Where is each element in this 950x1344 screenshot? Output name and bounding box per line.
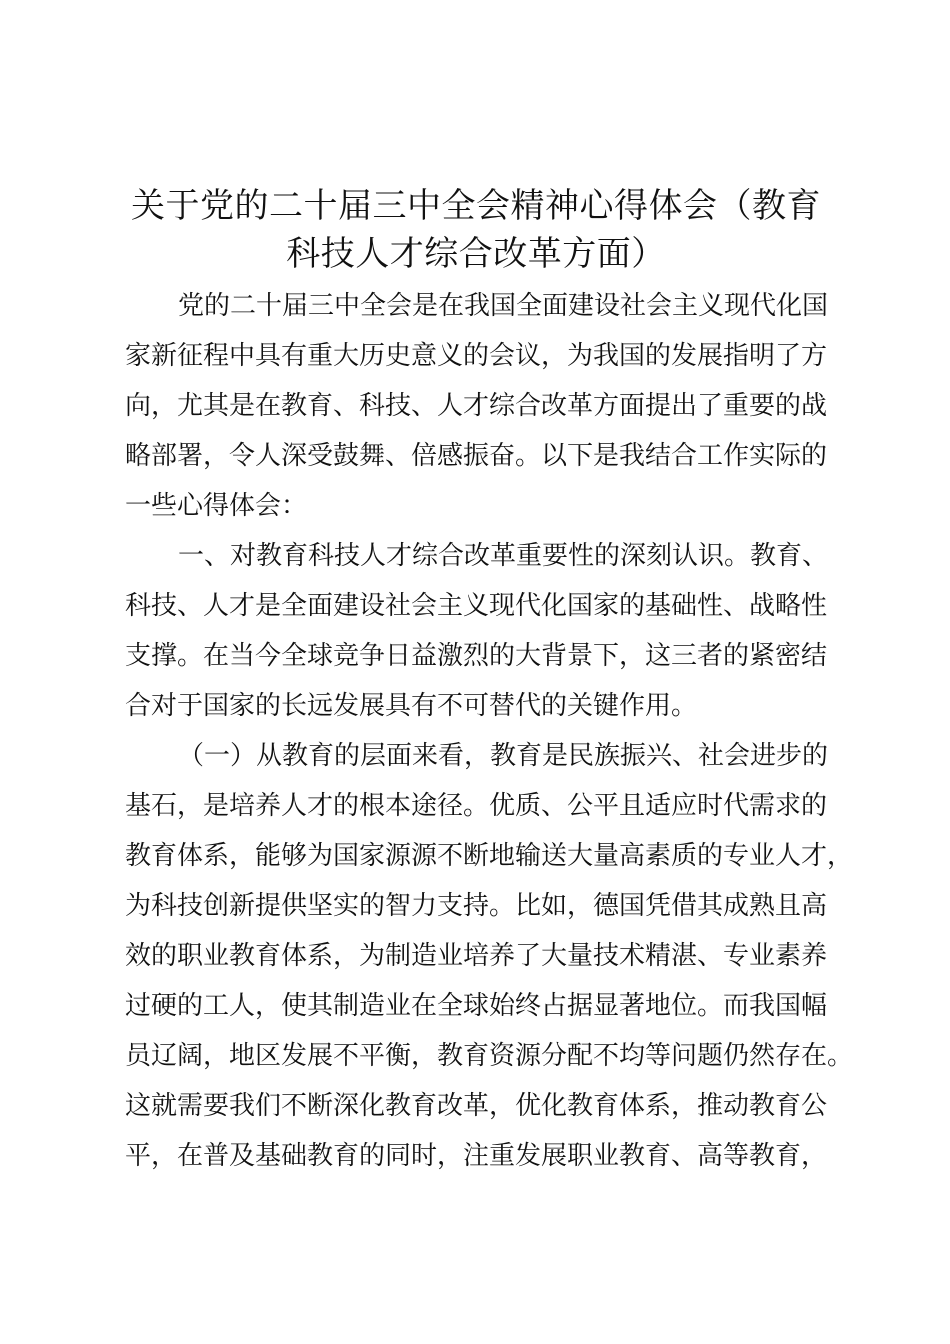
paragraph-line: 为科技创新提供坚实的智力支持。比如，德国凭借其成熟且高	[125, 891, 828, 921]
paragraph-line: 教育体系，能够为国家源源不断地输送大量高素质的专业人才，	[125, 841, 854, 871]
paragraph-line: 这就需要我们不断深化教育改革，优化教育体系，推动教育公	[125, 1091, 828, 1121]
title-line: 关于党的二十届三中全会精神心得体会（教育	[131, 186, 821, 226]
document-title	[120, 182, 832, 278]
paragraph-subsection-one	[125, 731, 854, 1181]
paragraph-line: 略部署，令人深受鼓舞、倍感振奋。以下是我结合工作实际的	[125, 441, 828, 471]
paragraph-line: 平，在普及基础教育的同时，注重发展职业教育、高等教育，	[125, 1141, 828, 1171]
paragraph-line: 过硬的工人，使其制造业在全球始终占据显著地位。而我国幅	[125, 991, 828, 1021]
paragraph-line: 向，尤其是在教育、科技、人才综合改革方面提出了重要的战	[125, 391, 828, 421]
paragraph-line: 家新征程中具有重大历史意义的会议，为我国的发展指明了方	[125, 341, 828, 371]
paragraph-line: 党的二十届三中全会是在我国全面建设社会主义现代化国	[178, 291, 829, 321]
paragraph-line: 合对于国家的长远发展具有不可替代的关键作用。	[125, 691, 698, 721]
paragraph-line: 支撑。在当今全球竞争日益激烈的大背景下，这三者的紧密结	[125, 641, 828, 671]
paragraph-section-one	[125, 531, 835, 731]
paragraph-line: 一、对教育科技人才综合改革重要性的深刻认识。教育、	[178, 541, 829, 571]
paragraph-line: 基石，是培养人才的根本途径。优质、公平且适应时代需求的	[125, 791, 828, 821]
paragraph-line: 一些心得体会：	[125, 491, 308, 521]
paragraph-line: 效的职业教育体系，为制造业培养了大量技术精湛、专业素养	[125, 941, 828, 971]
paragraph-line: 员辽阔，地区发展不平衡，教育资源分配不均等问题仍然存在。	[125, 1041, 854, 1071]
paragraph-intro	[125, 281, 835, 531]
title-line: 科技人才综合改革方面）	[286, 234, 666, 274]
document-body	[125, 281, 854, 1181]
paragraph-line: （一）从教育的层面来看，教育是民族振兴、社会进步的	[178, 741, 829, 771]
paragraph-line: 科技、人才是全面建设社会主义现代化国家的基础性、战略性	[125, 591, 828, 621]
